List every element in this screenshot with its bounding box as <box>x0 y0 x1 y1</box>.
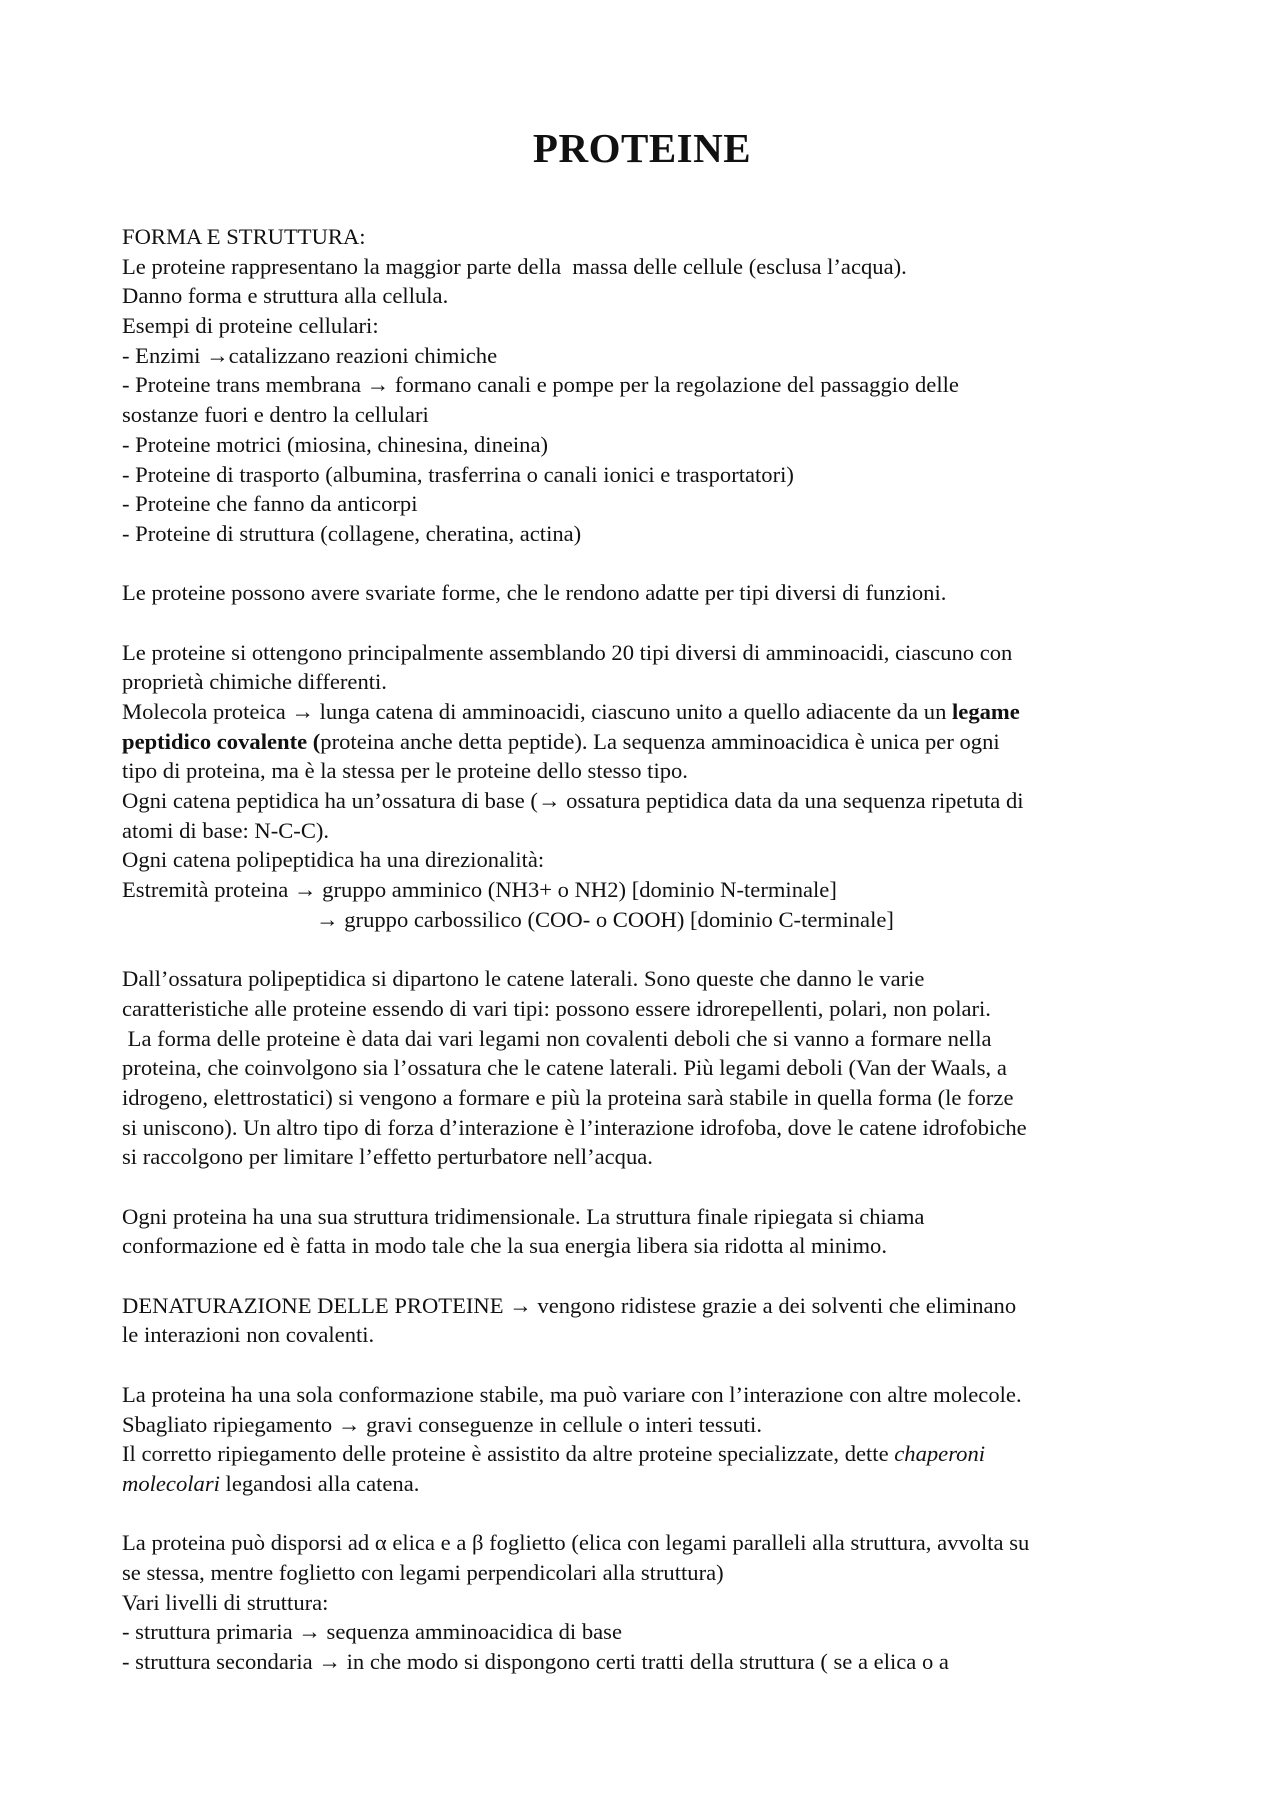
text-line: tipo di proteina, ma è la stessa per le proteine dello stesso tipo. <box>122 758 688 784</box>
text-line: si uniscono). Un altro tipo di forza d’interazione è l’interazione idrofoba, dove le catene idrofobiche <box>122 1114 1027 1140</box>
text-line: Vari livelli di struttura: <box>122 1589 329 1615</box>
text-segment: Molecola proteica → lunga catena di amminoacidi, ciascuno unito a quello adiacente da un <box>122 699 953 724</box>
italic-term: molecolari <box>122 1470 220 1496</box>
text-line: Estremità proteina → gruppo amminico (NH3+ o NH2) [dominio N-terminale] <box>122 877 837 903</box>
list-item: - struttura secondaria → in che modo si dispongono certi tratti della struttura ( se a elica o a <box>122 1649 949 1674</box>
text-line: idrogeno, elettrostatici) si vengono a formare e più la proteina sarà stabile in quella forma (le forze <box>122 1084 1014 1110</box>
text-line: se stessa, mentre foglietto con legami perpendicolari alla struttura) <box>122 1559 724 1585</box>
text-line <box>122 1469 1182 1499</box>
text-line: Ogni proteina ha una sua struttura tridimensionale. La struttura finale ripiegata si chiama <box>122 1203 925 1229</box>
paragraph-gap <box>122 549 1182 579</box>
text-line <box>122 727 1182 757</box>
italic-term: chaperoni <box>894 1441 986 1467</box>
text-line: le interazioni non covalenti. <box>122 1322 375 1348</box>
text-line: atomi di base: N-C-C). <box>122 817 330 843</box>
text-line: Danno forma e struttura alla cellula. <box>122 283 449 309</box>
text-line <box>122 697 1182 727</box>
bold-term: peptidico covalente ( <box>122 728 321 754</box>
bold-term: legame <box>952 699 1020 724</box>
list-item: - Proteine motrici (miosina, chinesina, dineina) <box>122 431 549 457</box>
text-line <box>122 1439 1182 1469</box>
text-segment: legandosi alla catena. <box>219 1470 420 1496</box>
text-line: La forma delle proteine è data dai vari legami non covalenti deboli che si vanno a formare nella <box>122 1025 992 1051</box>
text-line: proteina, che coinvolgono sia l’ossatura che le catene laterali. Più legami deboli (Van der Waals, a <box>122 1055 1007 1081</box>
text-segment: proteina anche detta peptide). La sequenza amminoacidica è unica per ogni <box>320 728 1000 754</box>
paragraph-gap <box>122 1172 1182 1202</box>
text-line: conformazione ed è fatta in modo tale che la sua energia libera sia ridotta al minimo. <box>122 1233 887 1259</box>
text-line: → gruppo carbossilico (COO- o COOH) [dominio C-terminale] <box>316 906 894 932</box>
text-line: Ogni catena peptidica ha un’ossatura di base (→ ossatura peptidica data da una sequenza ripetuta di <box>122 788 1024 814</box>
text-line: DENATURAZIONE DELLE PROTEINE → vengono ridistese grazie a dei solventi che eliminano <box>122 1292 1017 1318</box>
list-item: - Proteine trans membrana → formano canali e pompe per la regolazione del passaggio delle <box>122 372 959 398</box>
list-item: - Enzimi →catalizzano reazioni chimiche <box>122 342 498 368</box>
text-line: Sbagliato ripiegamento → gravi conseguenze in cellule o interi tessuti. <box>122 1411 762 1437</box>
list-item: - Proteine di trasporto (albumina, trasferrina o canali ionici e trasportatori) <box>122 461 794 487</box>
text-line: Dall’ossatura polipeptidica si dipartono le catene laterali. Sono queste che danno le varie <box>122 966 925 992</box>
paragraph-gap <box>122 1261 1182 1291</box>
text-line: La proteina ha una sola conformazione stabile, ma può variare con l’interazione con altre molecole. <box>122 1381 1022 1407</box>
paragraph-gap <box>122 935 1182 965</box>
text-line: Ogni catena polipeptidica ha una direzionalità: <box>122 847 545 873</box>
list-item: - Proteine di struttura (collagene, cheratina, actina) <box>122 520 582 546</box>
paragraph-gap <box>122 608 1182 638</box>
text-line: Le proteine si ottengono principalmente assemblando 20 tipi diversi di amminoacidi, ciascuno con <box>122 639 1013 665</box>
text-line: proprietà chimiche differenti. <box>122 669 387 695</box>
text-line: Esempi di proteine cellulari: <box>122 313 379 339</box>
text-segment: Il corretto ripiegamento delle proteine è assistito da altre proteine specializzate, dette <box>122 1441 895 1467</box>
list-item: - Proteine che fanno da anticorpi <box>122 491 418 517</box>
document-body <box>122 222 1182 1677</box>
text-line: caratteristiche alle proteine essendo di vari tipi: possono essere idrorepellenti, polari, non polari. <box>122 995 991 1021</box>
text-line: Le proteine possono avere svariate forme, che le rendono adatte per tipi diversi di funzioni. <box>122 580 947 606</box>
text-line: La proteina può disporsi ad α elica e a β foglietto (elica con legami paralleli alla struttura, avvolta su <box>122 1530 1030 1556</box>
text-line: Le proteine rappresentano la maggior parte della massa delle cellule (esclusa l’acqua). <box>122 253 907 279</box>
paragraph-gap <box>122 1350 1182 1380</box>
page-title: PROTEINE <box>532 125 752 171</box>
text-line: sostanze fuori e dentro la cellulari <box>122 402 429 428</box>
list-item: - struttura primaria → sequenza amminoacidica di base <box>122 1619 623 1645</box>
section-heading: FORMA E STRUTTURA: <box>122 224 366 249</box>
text-line: si raccolgono per limitare l’effetto perturbatore nell’acqua. <box>122 1144 653 1170</box>
paragraph-gap <box>122 1499 1182 1529</box>
